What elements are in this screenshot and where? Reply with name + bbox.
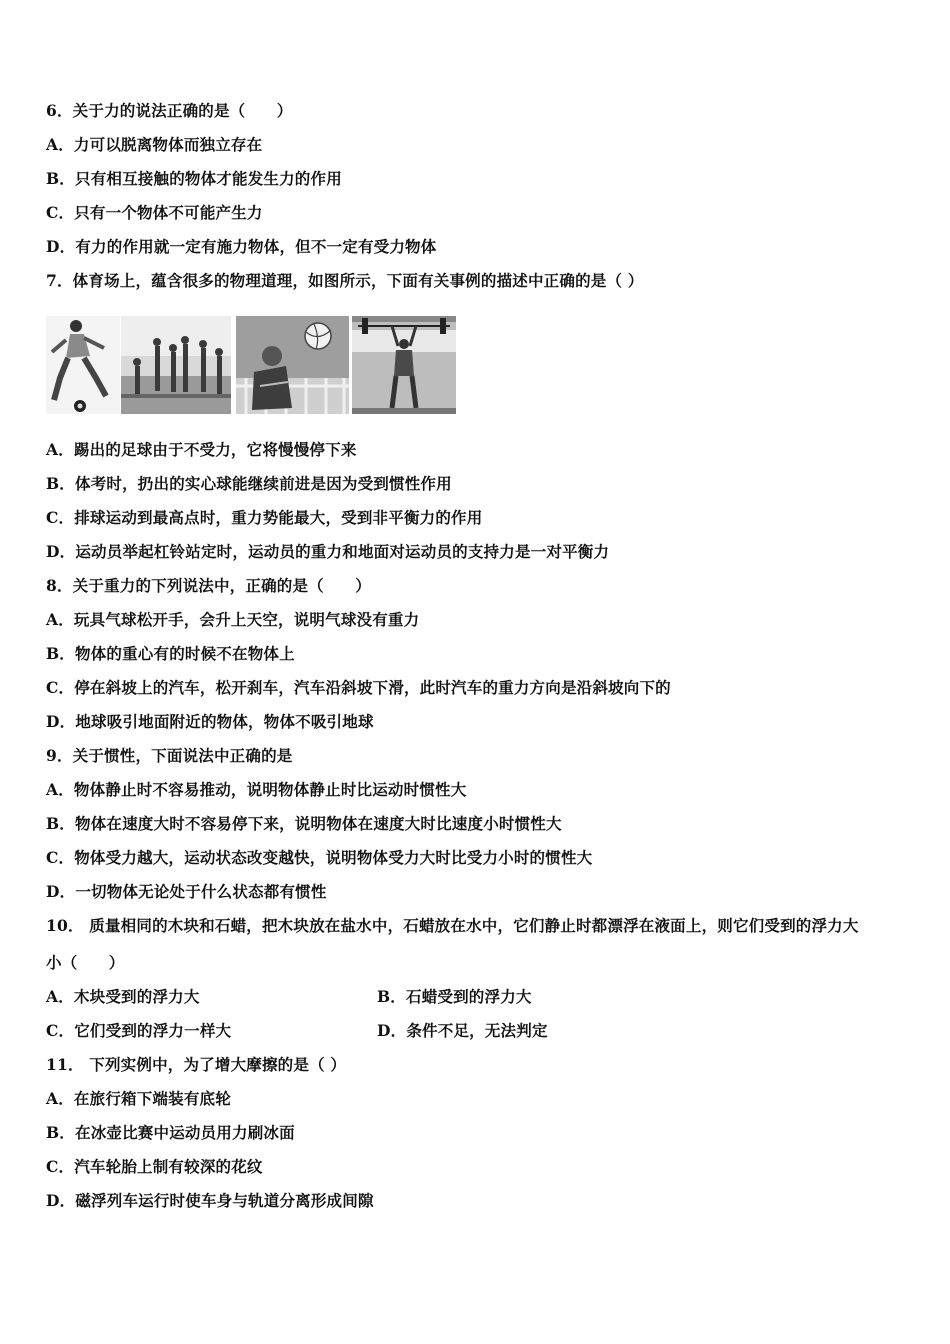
question-9-option-b: B．物体在速度大时不容易停下来，说明物体在速度大时比速度小时惯性大 — [46, 814, 562, 833]
question-9-option-d: D．一切物体无论处于什么状态都有惯性 — [46, 882, 327, 901]
question-11-option-d: D．磁浮列车运行时使车身与轨道分离形成间隙 — [46, 1191, 374, 1210]
question-7-option-d: D．运动员举起杠铃站定时，运动员的重力和地面对运动员的支持力是一对平衡力 — [46, 542, 610, 561]
question-8-option-c: C．停在斜坡上的汽车，松开刹车，汽车沿斜坡下滑，此时汽车的重力方向是沿斜坡向下的 — [46, 678, 671, 697]
question-10-option-d: D．条件不足，无法判定 — [377, 1021, 548, 1040]
question-6-option-d: D．有力的作用就一定有施力物体，但不一定有受力物体 — [46, 237, 437, 256]
soccer-kick-photo — [46, 316, 120, 414]
weightlifting-photo — [352, 316, 456, 414]
question-6-option-c: C．只有一个物体不可能产生力 — [46, 203, 263, 222]
question-6-option-a: A．力可以脱离物体而独立存在 — [46, 135, 263, 154]
question-7-figure — [46, 316, 456, 414]
question-8-option-d: D．地球吸引地面附近的物体，物体不吸引地球 — [46, 712, 374, 731]
question-10-stem-line-1: 10． 质量相同的木块和石蜡，把木块放在盐水中，石蜡放在水中，它们静止时都漂浮在液面上，则它们受到的浮力大 — [46, 916, 859, 935]
question-8-stem: 8．关于重力的下列说法中，正确的是（ ） — [46, 576, 371, 595]
question-11-option-a: A．在旅行箱下端装有底轮 — [46, 1089, 231, 1108]
volleyball-photo — [236, 316, 349, 414]
question-11-stem: 11． 下列实例中，为了增大摩擦的是（ ） — [46, 1055, 347, 1074]
question-7-option-a: A．踢出的足球由于不受力，它将慢慢停下来 — [46, 440, 357, 459]
question-7-option-c: C．排球运动到最高点时，重力势能最大，受到非平衡力的作用 — [46, 508, 483, 527]
question-7-stem: 7．体育场上，蕴含很多的物理道理，如图所示，下面有关事例的描述中正确的是（ ） — [46, 271, 644, 290]
question-8-option-b: B．物体的重心有的时候不在物体上 — [46, 644, 295, 663]
question-10-option-b: B．石蜡受到的浮力大 — [377, 987, 532, 1006]
shot-put-photo — [121, 316, 231, 414]
question-7-option-b: B．体考时，扔出的实心球能继续前进是因为受到惯性作用 — [46, 474, 452, 493]
question-9-option-a: A．物体静止时不容易推动，说明物体静止时比运动时惯性大 — [46, 780, 467, 799]
question-10-stem-line-2: 小（ ） — [46, 953, 125, 972]
question-6-stem: 6．关于力的说法正确的是（ ） — [46, 101, 293, 120]
question-9-stem: 9．关于惯性，下面说法中正确的是 — [46, 746, 293, 765]
question-11-option-b: B．在冰壶比赛中运动员用力刷冰面 — [46, 1123, 295, 1142]
question-10-option-a: A．木块受到的浮力大 — [46, 987, 200, 1006]
question-9-option-c: C．物体受力越大，运动状态改变越快，说明物体受力大时比受力小时的惯性大 — [46, 848, 593, 867]
question-8-option-a: A．玩具气球松开手，会升上天空，说明气球没有重力 — [46, 610, 420, 629]
question-10-option-c: C．它们受到的浮力一样大 — [46, 1021, 232, 1040]
question-11-option-c: C．汽车轮胎上制有较深的花纹 — [46, 1157, 263, 1176]
question-6-option-b: B．只有相互接触的物体才能发生力的作用 — [46, 169, 342, 188]
